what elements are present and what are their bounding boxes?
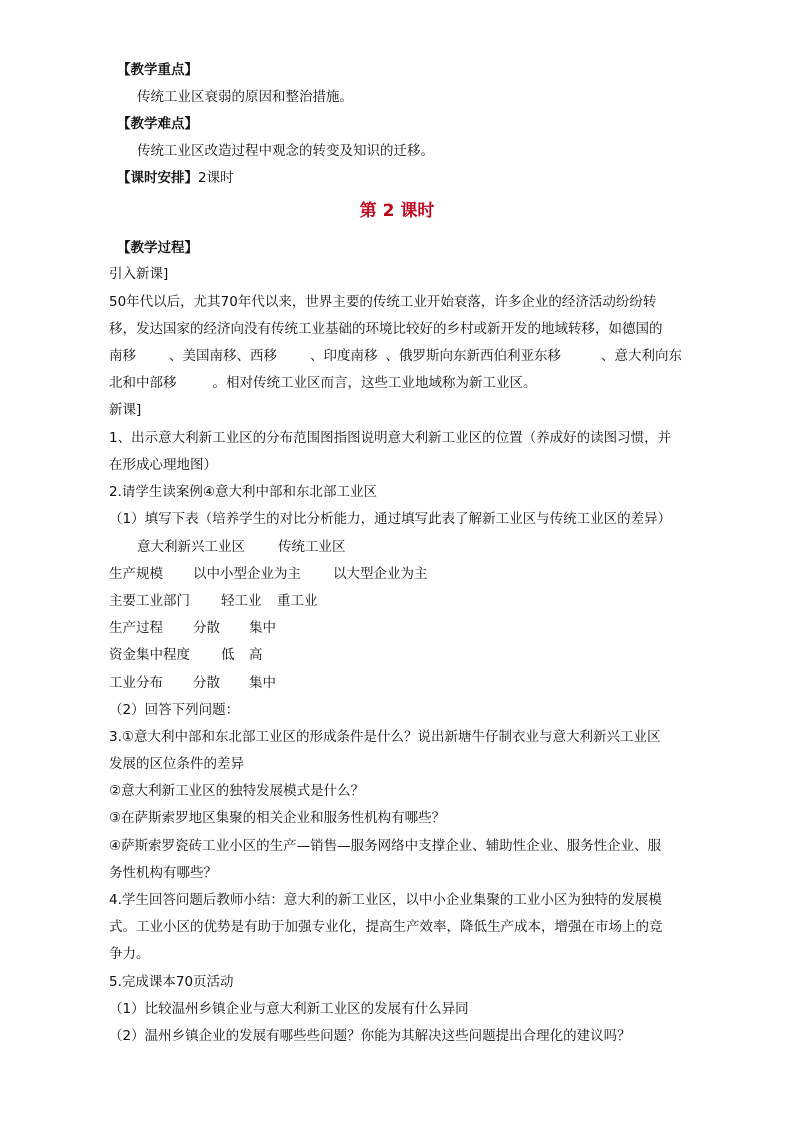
table-row-old: 以大型企业为主 [333,566,428,582]
table-header-new: 意大利新兴工业区 [137,539,245,555]
intro-russia: 、俄罗斯向东新西伯利亚东移 [385,348,561,364]
table-row-new: 轻工业 [221,593,262,609]
table-row-old: 重工业 [277,593,318,609]
step-3-question-4-line-1: ④萨斯索罗瓷砖工业小区的生产—销售—服务网络中支撑企业、辅助性企业、服务性企业、服 [109,838,662,854]
intro-italy: 、意大利向东 [601,348,682,364]
intro-label: 引入新课] [109,266,169,282]
step-4-line-3: 争力。 [109,946,150,962]
schedule-line [117,168,234,188]
intro-paragraph-line-3 [109,346,682,366]
intro-italy-direction: 北和中部移 [109,375,177,391]
step-2-item-2: （2）回答下列问题： [109,702,240,718]
table-row-new: 低 [221,647,235,663]
step-2: 2.请学生读案例④意大利中部和东北部工业区 [109,484,377,500]
step-3-line-2: 发展的区位条件的差异 [109,756,244,772]
intro-paragraph-line-1: 50年代以后，尤其70年代以来，世界主要的传统工业开始衰落，许多企业的经济活动纷纷转 [109,294,657,310]
table-row-label: 生产规模 [109,566,163,582]
step-3-question-4-line-2: 务性机构有哪些？ [109,865,217,881]
focus-heading: 【教学重点】 [117,62,198,78]
intro-usa: 、美国南移、西移 [169,348,277,364]
step-4-line-1: 4.学生回答问题后教师小结：意大利的新工业区，以中小企业集聚的工业小区为独特的发展模 [109,892,662,908]
difficulty-text: 传统工业区改造过程中观念的转变及知识的迁移。 [137,143,434,159]
table-row-old: 高 [249,647,263,663]
table-row-label: 主要工业部门 [109,593,190,609]
step-3-question-2: ②意大利新工业区的独特发展模式是什么？ [109,783,365,799]
step-1-line-2: 在形成心理地图） [109,457,217,473]
step-5-item-1: （1）比较温州乡镇企业与意大利新工业区的发展有什么异同 [109,1001,469,1017]
table-row-old: 集中 [249,675,276,691]
difficulty-heading: 【教学难点】 [117,116,198,132]
table-row-label: 资金集中程度 [109,647,190,663]
step-3-line-1: 3.①意大利中部和东北部工业区的形成条件是什么？说出新塘牛仔制衣业与意大利新兴工业区 [109,729,661,745]
step-2-item-1: （1）填写下表（培养学生的对比分析能力，通过填写此表了解新工业区与传统工业区的差异） [109,511,672,527]
table-header-old: 传统工业区 [278,539,346,555]
schedule-text: 2课时 [198,170,234,186]
intro-paragraph-line-4 [109,373,537,393]
intro-india: 、印度南移 [310,348,378,364]
lesson-title: 第 2 课时 [359,201,435,221]
intro-conclusion: 。相对传统工业区而言，这些工业地域称为新工业区。 [212,375,537,391]
table-row-label: 工业分布 [109,675,163,691]
new-lesson-label: 新课] [109,402,142,418]
table-row-new: 分散 [193,675,220,691]
step-5-item-2: （2）温州乡镇企业的发展有哪些些问题？你能为其解决这些问题提出合理化的建议吗？ [109,1028,631,1044]
table-row-old: 集中 [249,620,276,636]
intro-paragraph-line-2: 移，发达国家的经济向没有传统工业基础的环境比较好的乡村或新开发的地域转移，如德国的 [109,321,663,337]
step-5: 5.完成课本70页活动 [109,974,234,990]
intro-germany: 南移 [109,348,136,364]
process-heading: 【教学过程】 [117,240,198,256]
step-3-question-3: ③在萨斯索罗地区集聚的相关企业和服务性机构有哪些？ [109,810,446,826]
table-row-label: 生产过程 [109,620,163,636]
table-row-new: 以中小型企业为主 [193,566,301,582]
step-4-line-2: 式。工业小区的优势是有助于加强专业化，提高生产效率，降低生产成本，增强在市场上的竞 [109,919,663,935]
focus-text: 传统工业区衰弱的原因和整治措施。 [137,89,353,105]
schedule-heading: 【课时安排】 [117,170,198,186]
table-row-new: 分散 [193,620,220,636]
step-1-line-1: 1、出示意大利新工业区的分布范围图指图说明意大利新工业区的位置（养成好的读图习惯，并 [109,430,672,446]
